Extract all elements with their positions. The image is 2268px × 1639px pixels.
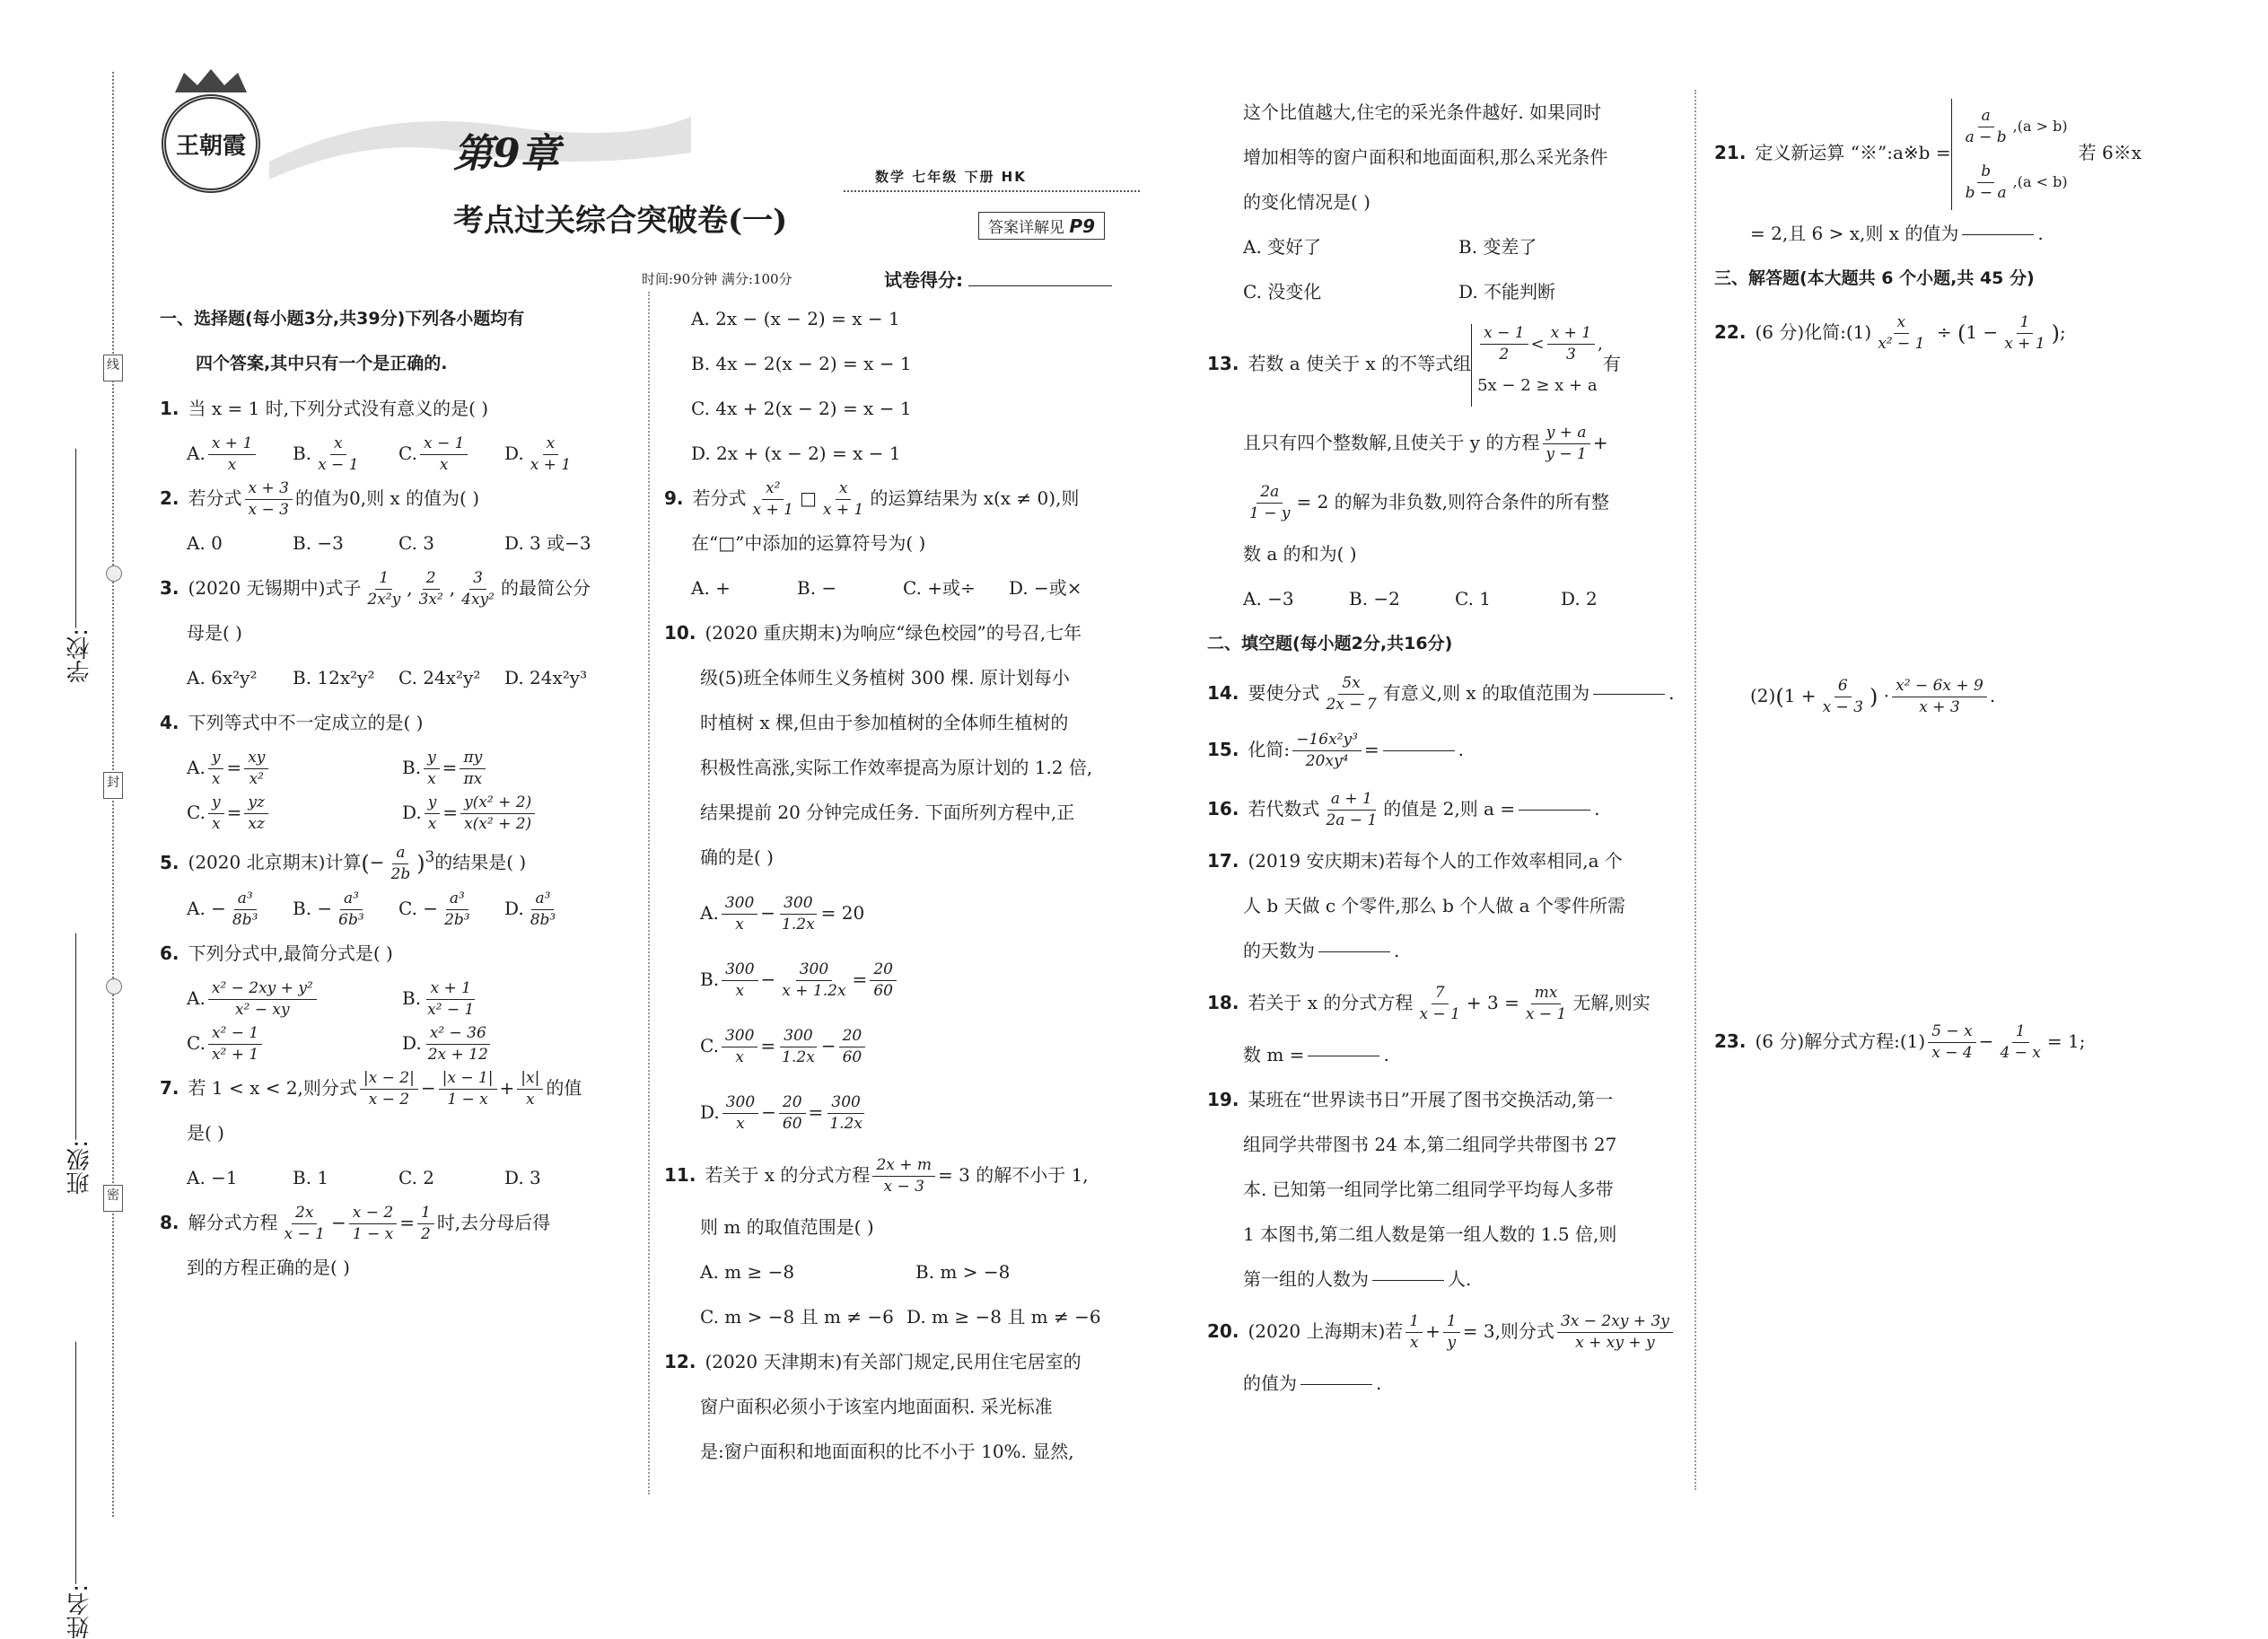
piecewise-definition: $\frac{a}{a - b}$ ,(a > b) $\frac{b}{b - a}$ ,(a < b): [1951, 99, 2068, 210]
question-13-options: A. −3 B. −2 C. 1 D. 2: [1243, 588, 1598, 609]
school-label: 学校:: [63, 449, 96, 683]
question-21-cont: = 2,且 6 > x,则 x 的值为 .: [1750, 223, 2044, 244]
column-divider: [1694, 90, 1696, 1490]
crown-icon: [171, 67, 251, 94]
question-10-line: 时植树 x 棵,但由于参加植树的全体师生植树的: [700, 712, 1069, 733]
column-divider: [648, 292, 650, 1494]
section-2-title: 二、填空题(每小题2分,共16分): [1207, 634, 1453, 653]
question-4-options-ab: A. $\frac{y}{x}$ = $\frac{xy}{\text{x²}}$ B. $\frac{y}{x}$ = $\frac{\pi y}{\pi x}$: [160, 745, 635, 790]
section-1-title: 一、选择题(每小题3分,共39分)下列各小题均有: [160, 309, 525, 329]
seal-mark-seal: 封: [103, 772, 123, 799]
score-label: 试卷得分:: [884, 266, 1112, 292]
question-10: 10. (2020 重庆期末)为响应“绿色校园”的号召,七年: [664, 622, 1082, 644]
question-8-option-a: A. 2x − (x − 2) = x − 1: [691, 308, 900, 329]
column-2: [664, 296, 1149, 1474]
question-5-options: A. − $\frac{\text{a³}}{\text{8b³}}$ B. − $\frac{\text{a³}}{\text{6b³}}$ C. − $\frac{\text{a³}}{\text{2b³}}$ D. $\frac{\text{a³}}{\text{8b³}}$: [187, 890, 556, 930]
question-12-line: 窗户面积必须小于该室内地面面积. 采光标准: [700, 1396, 1053, 1417]
question-3: 3. (2020 无锡期中)式子 $\frac{1}{\text{2x²y}}$ , $\frac{2}{\text{3x²}}$ , $\frac{3}{\text{4xy²}}$ 的最简公分: [160, 569, 591, 609]
question-10-option-d: D. $\frac{300}{x}$ − $\frac{20}{60}$ = $\frac{300}{1.2x}$: [700, 1093, 863, 1133]
question-20: 20. (2020 上海期末)若 $\frac{1}{x}$ + $\frac{1}{y}$ = 3,则分式 $\frac{3x - 2xy + 3y}{x + xy + y}$: [1207, 1302, 1683, 1361]
question-20-cont: 的值为 .: [1243, 1372, 1382, 1394]
question-10-option-a: A. $\frac{300}{x}$ − $\frac{300}{1.2x}$ = 20: [700, 894, 865, 933]
question-11: 11. 若关于 x 的分式方程 $\frac{2x + m}{x - 3}$ = 3 的解不小于 1,: [664, 1156, 1089, 1196]
question-12-line: 是:窗户面积和地面面积的比不小于 10%. 显然,: [700, 1441, 1074, 1462]
question-4: 4. 下列等式中不一定成立的是( ): [160, 712, 424, 733]
question-13-cont: $\frac{2a}{1 - y}$ = 2 的解为非负数,则符合条件的所有整: [1249, 483, 1610, 522]
question-10-option-c: C. $\frac{300}{x}$ = $\frac{300}{1.2x}$ − $\frac{20}{60}$: [664, 1012, 1149, 1079]
question-8-option-d: D. 2x + (x − 2) = x − 1: [691, 443, 901, 464]
question-12: 12. (2020 天津期末)有关部门规定,民用住宅居室的: [664, 1351, 1081, 1372]
question-2: 2. 若分式 $\frac{x + 3}{x - 3}$ 的值为0,则 x 的值为( ): [160, 479, 480, 519]
question-13-cont: 且只有四个整数解,且使关于 y 的方程 $\frac{y + a}{y - 1}$ +: [1243, 424, 1608, 463]
question-11-options-ab: A. m ≥ −8 B. m > −8: [700, 1261, 1011, 1283]
question-10-option-b: B. $\frac{300}{x}$ − $\frac{300}{x + 1.2x}$ = $\frac{20}{60}$: [664, 946, 1149, 1012]
binding-hole-icon: [106, 978, 122, 995]
question-19: 19. 某班在“世界读书日”开展了图书交换活动,第一: [1207, 1089, 1614, 1110]
question-19-line: 第一组的人数为 人.: [1243, 1268, 1472, 1290]
question-5: 5. (2020 北京期末)计算(− $\frac{a}{2b}$ )$^3$的结果是( ): [160, 843, 527, 883]
question-13-cont: 数 a 的和为( ): [1243, 543, 1357, 565]
question-7-options: A. −1 B. 1 C. 2 D. 3: [187, 1167, 541, 1189]
question-3-options: A. 6x²y² B. 12x²y² C. 24x²y² D. 24x²y³: [187, 667, 588, 688]
question-8-cont: 到的方程正确的是( ): [187, 1257, 350, 1279]
question-14: 14. 要使分式 $\frac{5x}{2x - 7}$ 有意义,则 x 的取值范围为 .: [1207, 674, 1675, 714]
question-1: 1. 当 x = 1 时,下列分式没有意义的是( ): [160, 398, 489, 419]
question-12-options-ab: A. 变好了 B. 变差了: [1243, 236, 1537, 258]
time-score-info: 时间:90分钟 满分:100分: [642, 271, 792, 287]
question-19-line: 本. 已知第一组同学比第二组同学平均每人多带: [1243, 1179, 1614, 1200]
question-8: 8. 解分式方程 $\frac{2x}{x - 1}$ − $\frac{x - 2}{1 - x}$ = $\frac{1}{2}$ 时,去分母后得: [160, 1204, 551, 1244]
question-16: 16. 若代数式 $\frac{a + 1}{2a - 1}$ 的值是 2,则 a = .: [1207, 790, 1600, 829]
question-6-options-ab: A. $\frac{\text{x² − 2xy + y²}}{\text{x² − xy}}$ B. $\frac{x + 1}{\text{x² − 1}}$: [187, 979, 475, 1020]
header-divider: [844, 190, 1140, 192]
question-2-options: A. 0 B. −3 C. 3 D. 3 或−3: [187, 532, 591, 554]
chapter-title: 第9章: [453, 131, 560, 177]
question-17-line: 的天数为 .: [1243, 940, 1400, 961]
name-label: 姓名:: [63, 1342, 96, 1639]
question-8-option-c: C. 4x + 2(x − 2) = x − 1: [691, 398, 912, 419]
question-9-options: A. + B. − C. +或÷ D. −或×: [691, 577, 1082, 599]
question-13: 13. 若数 a 使关于 x 的不等式组 $\frac{x - 1}{2}$ < $\frac{x + 1}{3}$ , 5x − 2 ≥ x + a 有: [1207, 314, 1683, 413]
question-17: 17. (2019 安庆期末)若每个人的工作效率相同,a 个: [1207, 850, 1623, 872]
question-18-cont: 数 m = .: [1243, 1044, 1389, 1065]
question-18: 18. 若关于 x 的分式方程 $\frac{7}{x - 1}$ + 3 = $\frac{mx}{x - 1}$ 无解,则实: [1207, 984, 1651, 1023]
question-10-line: 结果提前 20 分钟完成任务. 下面所列方程中,正: [700, 802, 1075, 823]
question-10-line: 确的是( ): [700, 846, 774, 868]
answer-reference: 答案详解见 P9: [978, 212, 1105, 240]
column-1: [160, 296, 635, 1290]
question-1-options: A. $\frac{x + 1}{x}$ B. $\frac{x}{x - 1}$ C. $\frac{x - 1}{x}$ D. $\frac{x}{x + 1}$: [187, 434, 572, 474]
question-10-line: 积极性高涨,实际工作效率提高为原计划的 1.2 倍,: [700, 757, 1093, 778]
question-7: 7. 若 1 < x < 2,则分式 $\frac{|x - 2|}{x - 2}$ − $\frac{|x - 1|}{1 - x}$ + $\frac{|x|}{x}$ 的值: [160, 1069, 582, 1109]
question-11-cont: 则 m 的取值范围是( ): [700, 1216, 874, 1238]
question-12-line: 增加相等的窗户面积和地面面积,那么采光条件: [1243, 146, 1608, 168]
question-23-part1: 23. (6 分)解分式方程:(1) $\frac{5 - x}{x - 4}$ − $\frac{1}{4 - x}$ = 1;: [1714, 1022, 2086, 1062]
question-6-options-cd: C. $\frac{\text{x² − 1}}{\text{x² + 1}}$ D. $\frac{\text{x² − 36}}{2x + 12}$: [187, 1024, 488, 1065]
question-4-options-cd: C. $\frac{y}{x}$ = $\frac{yz}{xz}$ D. $\frac{y}{x}$ = $\frac{\text{y(x² + 2)}}{\text{x(x² + 2)}}$: [160, 790, 635, 835]
question-17-line: 人 b 天做 c 个零件,那么 b 个人做 a 个零件所需: [1243, 895, 1625, 916]
question-21: 21. 定义新运算 “※”:a※b = $\frac{a}{a - b}$ ,(a > b) $\frac{b}{b - a}$ ,(a < b) 若 6※x: [1714, 94, 2199, 211]
publisher-logo: 王朝霞: [162, 94, 260, 193]
column-4: [1714, 94, 2199, 1062]
question-8-option-b: B. 4x − 2(x − 2) = x − 1: [691, 353, 912, 374]
question-22-part2: (2)(1 + $\frac{6}{x - 3}$ ) · $\frac{\text{x² − 6x + 9}}{x + 3}$ .: [1750, 677, 1996, 716]
question-7-cont: 是( ): [187, 1122, 224, 1144]
question-12-options-cd: C. 没变化 D. 不能判断: [1243, 281, 1556, 302]
column-3: [1207, 90, 1683, 1406]
question-3-cont: 母是( ): [187, 622, 242, 644]
section-3-title: 三、解答题(本大题共 6 个小题,共 45 分): [1714, 268, 2035, 288]
question-15: 15. 化简: $\frac{\text{−16x²y³}}{\text{20xy⁴}}$ = .: [1207, 731, 1465, 770]
question-22-part1: 22. (6 分)化简:(1) $\frac{x}{\text{x² − 1}}$ ÷ (1 − $\frac{1}{x + 1}$ );: [1714, 313, 2066, 353]
question-19-line: 1 本图书,第二组人数是第一组人数的 1.5 倍,则: [1243, 1223, 1617, 1245]
question-9: 9. 若分式 $\frac{\text{x²}}{x + 1}$ □ $\frac{x}{x + 1}$ 的运算结果为 x(x ≠ 0),则: [664, 479, 1080, 519]
question-12-line: 这个比值越大,住宅的采光条件越好. 如果同时: [1243, 101, 1602, 123]
question-11-options-cd: C. m > −8 且 m ≠ −6 D. m ≥ −8 且 m ≠ −6: [700, 1306, 1101, 1328]
class-label: 班级:: [63, 933, 96, 1195]
question-19-line: 组同学共带图书 24 本,第二组同学共带图书 27: [1243, 1134, 1617, 1155]
inequality-system: $\frac{x - 1}{2}$ < $\frac{x + 1}{3}$ , 5x − 2 ≥ x + a: [1471, 324, 1603, 407]
section-1-subtitle: 四个答案,其中只有一个是正确的.: [196, 354, 448, 373]
paper-title: 考点过关综合突破卷(一): [453, 203, 788, 239]
seal-mark-secret: 密: [103, 1185, 123, 1212]
subject-tag: 数学 七年级 下册 HK: [875, 169, 1027, 185]
question-9-cont: 在“□”中添加的运算符号为( ): [691, 532, 926, 554]
seal-mark-line: 线: [103, 355, 123, 381]
question-10-line: 级(5)班全体师生义务植树 300 棵. 原计划每小: [700, 667, 1070, 688]
binding-hole-icon: [106, 565, 122, 582]
question-6: 6. 下列分式中,最简分式是( ): [160, 942, 393, 965]
question-12-line: 的变化情况是( ): [1243, 191, 1370, 213]
